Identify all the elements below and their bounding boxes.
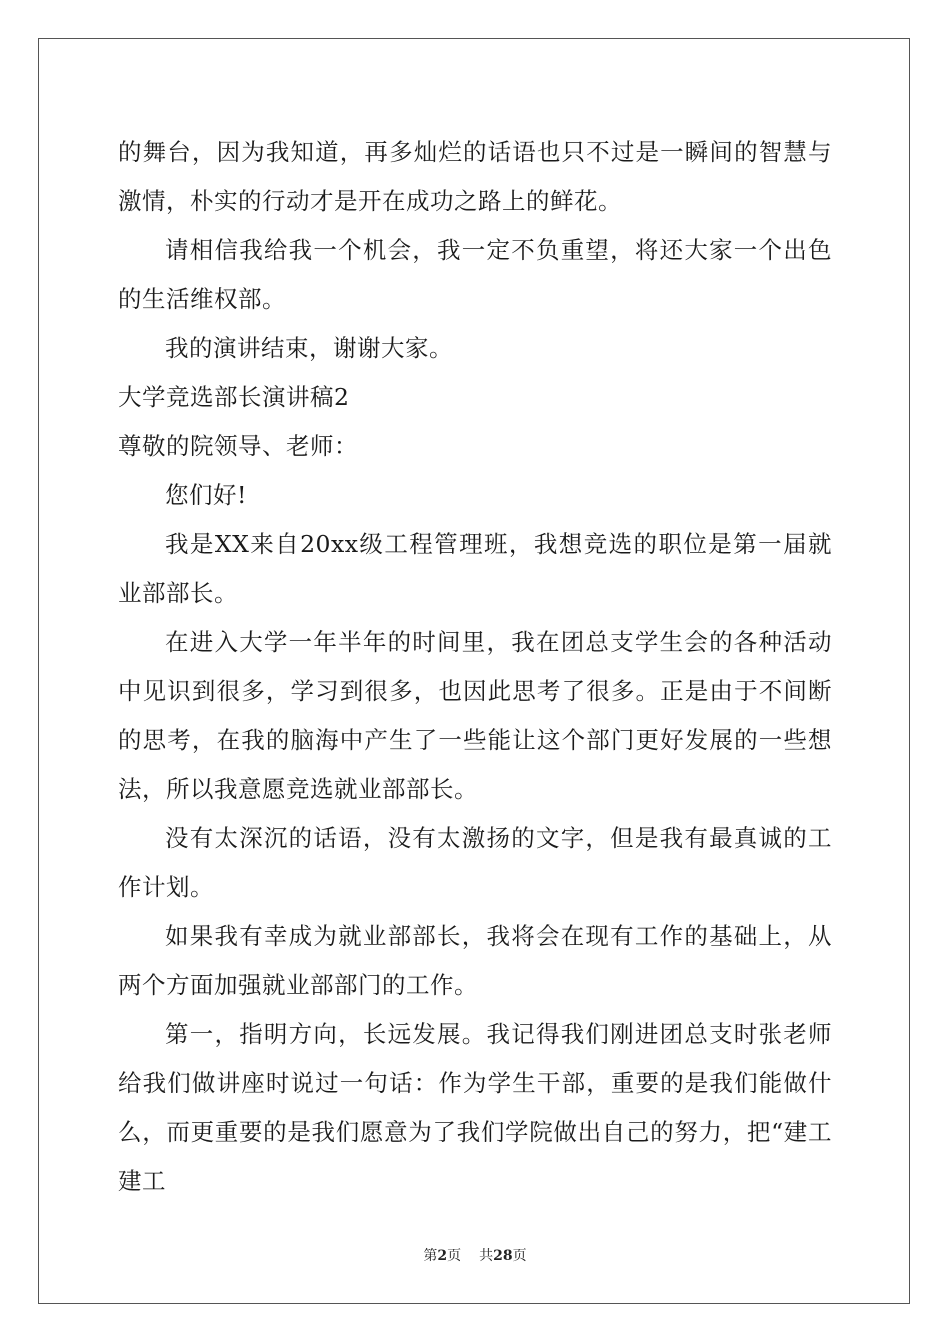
salutation: 尊敬的院领导、老师： xyxy=(118,432,358,460)
greeting: 您们好! xyxy=(165,481,247,509)
paragraph-aspects: 如果我有幸成为就业部部长，我将会在现有工作的基础上，从两个方面加强就业部部门的工作。 xyxy=(118,922,832,999)
section-heading: 大学竞选部长演讲稿2 xyxy=(118,383,350,411)
total-suffix: 页 xyxy=(512,1248,527,1264)
paragraph-introduction: 我是XX来自20xx级工程管理班，我想竞选的职位是第一届就业部部长。 xyxy=(118,530,832,607)
paragraph-plan: 没有太深沉的话语，没有太激扬的文字，但是我有最真诚的工作计划。 xyxy=(118,824,832,901)
paragraph-2: 请相信我给我一个机会，我一定不负重望，将还大家一个出色的生活维权部。 xyxy=(118,236,832,313)
page-number: 2 xyxy=(437,1248,448,1264)
document-body xyxy=(118,128,832,1206)
paragraph-experience: 在进入大学一年半年的时间里，我在团总支学生会的各种活动中见识到很多，学习到很多，也因此思考了很多。正是由于不间断的思考，在我的脑海中产生了一些能让这个部门更好发展的一些想法，所以我意愿竞选就业部部长。 xyxy=(118,628,832,803)
paragraph-3: 我的演讲结束，谢谢大家。 xyxy=(165,334,453,362)
paragraph-1: 的舞台，因为我知道，再多灿烂的话语也只不过是一瞬间的智慧与激情，朴实的行动才是开在成功之路上的鲜花。 xyxy=(118,138,832,215)
page-prefix: 第 xyxy=(423,1248,438,1264)
paragraph-first-point: 第一，指明方向，长远发展。我记得我们刚进团总支时张老师给我们做讲座时说过一句话：作为学生干部，重要的是我们能做什么，而更重要的是我们愿意为了我们学院做出自己的努力，把“建工建工 xyxy=(118,1020,832,1195)
total-pages: 28 xyxy=(493,1248,513,1264)
total-prefix: 共 xyxy=(479,1248,494,1264)
page-footer xyxy=(0,1246,950,1266)
page-suffix: 页 xyxy=(447,1248,462,1264)
